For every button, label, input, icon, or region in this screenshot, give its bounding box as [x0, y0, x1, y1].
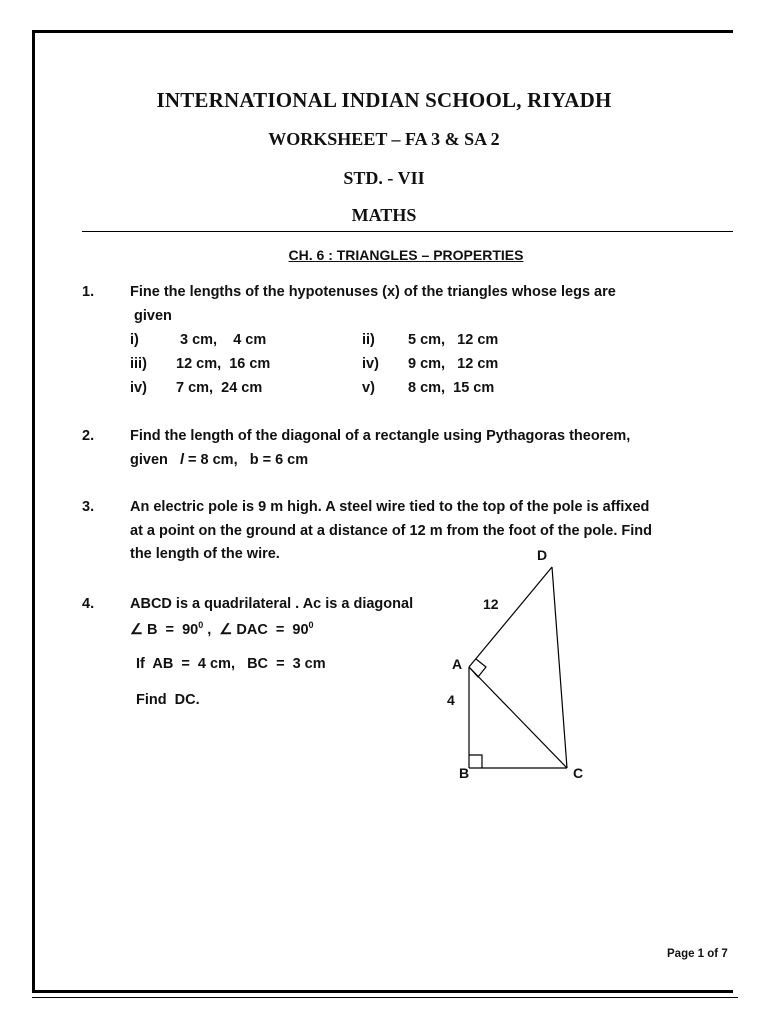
q2-given-values: = 8 cm, b = 6 cm	[188, 452, 309, 468]
q4-given: If AB = 4 cm, BC = 3 cm	[136, 656, 326, 672]
q1-item-label: iii)	[130, 356, 147, 372]
q1-text-line1: Fine the lengths of the hypotenuses (x) of the triangles whose legs are	[130, 284, 616, 300]
chapter-heading: CH. 6 : TRIANGLES – PROPERTIES	[288, 247, 524, 263]
q1-item-label: iv)	[362, 356, 379, 372]
q4-text-line1: ABCD is a quadrilateral . Ac is a diagonal	[130, 596, 414, 612]
q2-number: 2.	[82, 428, 95, 444]
angle-symbol: ∠	[219, 621, 233, 638]
q2-text-line1: Find the length of the diagonal of a rectangle using Pythagoras theorem,	[130, 428, 631, 444]
q2-text-line2	[130, 452, 308, 468]
q4-find: Find DC.	[136, 692, 200, 708]
school-title: INTERNATIONAL INDIAN SCHOOL, RIYADH	[156, 88, 612, 112]
q1-text-line2: given	[134, 308, 172, 324]
subject-label: MATHS	[351, 205, 417, 225]
q4-angle-dac: DAC = 90	[236, 621, 309, 638]
q4-angle-b: B = 90	[147, 621, 199, 638]
vertex-label-c: C	[573, 765, 584, 781]
q2-given-prefix: given	[130, 452, 168, 468]
q3-text-line2: at a point on the ground at a distance of 12 m from the foot of the pole. Find	[130, 523, 652, 539]
side-label-12: 12	[483, 596, 499, 612]
q1-item-label: iv)	[130, 380, 147, 396]
standard-label: STD. - VII	[343, 168, 425, 188]
q1-item-value: 9 cm, 12 cm	[408, 356, 499, 372]
vertex-label-b: B	[459, 765, 470, 781]
q3-text-line1: An electric pole is 9 m high. A steel wire tied to the top of the pole is affixed	[130, 499, 650, 515]
degree-mark: 0	[308, 620, 314, 630]
q1-item-value: 7 cm, 24 cm	[176, 380, 263, 396]
q2-variable-l: l	[179, 452, 184, 468]
q1-item-value: 5 cm, 12 cm	[408, 332, 499, 348]
page-border-bottom-line	[32, 997, 738, 998]
header-divider	[82, 231, 733, 232]
q1-item-label: ii)	[362, 332, 375, 348]
q4-angles: ∠ $B = 90^0$ , ∠ DAC = $90^0$	[130, 620, 314, 638]
side-label-4: 4	[447, 692, 455, 708]
q4-number: 4.	[82, 596, 95, 612]
q1-item-label: i)	[130, 332, 139, 348]
vertex-label-d: D	[537, 547, 548, 563]
degree-mark: 0	[198, 620, 204, 630]
worksheet-title: WORKSHEET – FA 3 & SA 2	[268, 129, 500, 149]
q1-item-value: 3 cm, 4 cm	[180, 332, 267, 348]
q3-number: 3.	[82, 499, 95, 515]
page-number: Page 1 of 7	[667, 948, 728, 960]
angle-symbol: ∠	[130, 621, 143, 638]
q3-text-line3: the length of the wire.	[130, 546, 280, 562]
q1-item-label: v)	[362, 380, 375, 396]
q1-number: 1.	[82, 284, 95, 300]
q1-item-value: 12 cm, 16 cm	[176, 356, 271, 372]
vertex-label-a: A	[452, 656, 463, 672]
q1-item-value: 8 cm, 15 cm	[408, 380, 495, 396]
